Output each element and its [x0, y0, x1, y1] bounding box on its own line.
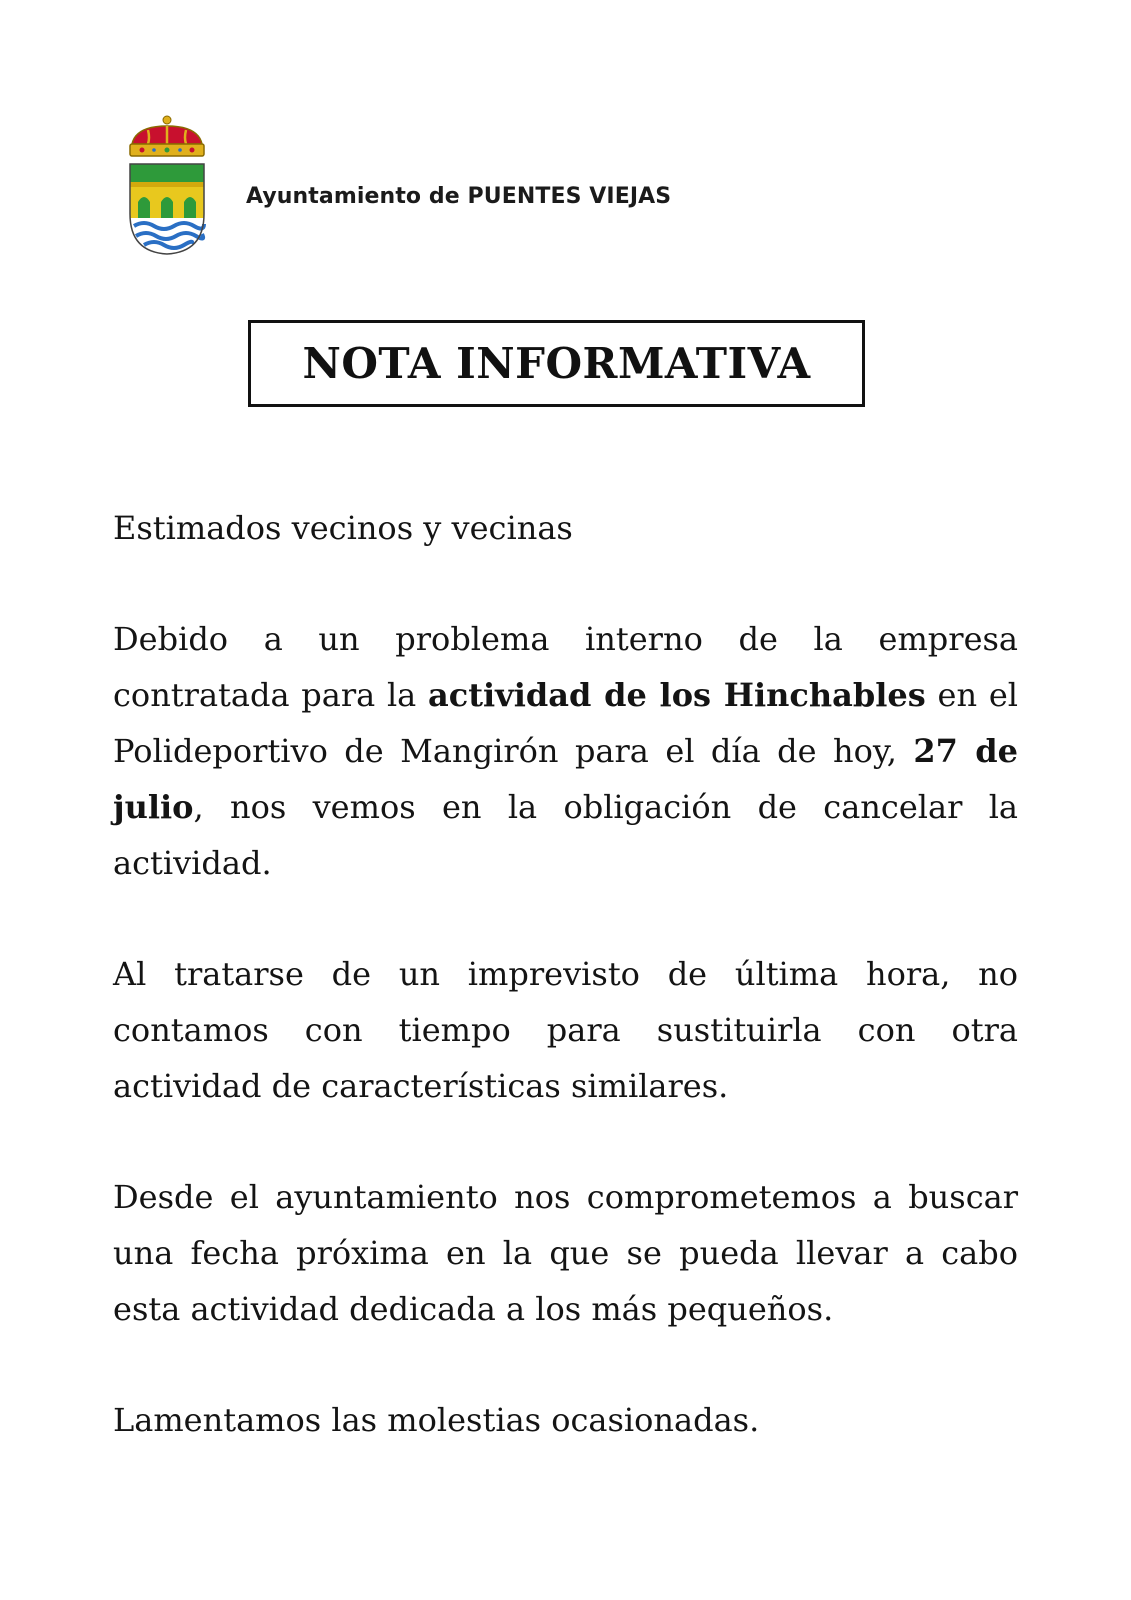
document-body [113, 500, 1018, 1503]
document-title: NOTA INFORMATIVA [302, 339, 811, 388]
closing: Lamentamos las molestias ocasionadas. [113, 1401, 760, 1439]
activity-name: actividad de los Hinchables [428, 676, 926, 714]
title-box [248, 320, 865, 407]
paragraph-text: Debido a un problema interno de la empresa contratada para la [113, 620, 1018, 714]
paragraph-text: en el Polideportivo de Mangirón para el día de hoy, [113, 676, 1019, 770]
paragraph-commitment: Desde el ayuntamiento nos comprometemos a buscar una fecha próxima en la que se pueda llevar a cabo esta actividad dedicada a los más pequeños. [113, 1178, 1018, 1328]
greeting: Estimados vecinos y vecinas [113, 509, 573, 547]
organization-name: Ayuntamiento de PUENTES VIEJAS [246, 184, 672, 209]
document-header [126, 114, 826, 259]
paragraph-text: , nos vemos en la obligación de cancelar la actividad. [113, 788, 1018, 882]
coat-of-arms-icon [126, 114, 208, 259]
paragraph-no-replacement: Al tratarse de un imprevisto de última hora, no contamos con tiempo para sustituirla con otra actividad de características similares. [113, 955, 1018, 1105]
paragraph-cancellation [113, 611, 1018, 891]
event-date: 27 de julio [113, 732, 1019, 826]
